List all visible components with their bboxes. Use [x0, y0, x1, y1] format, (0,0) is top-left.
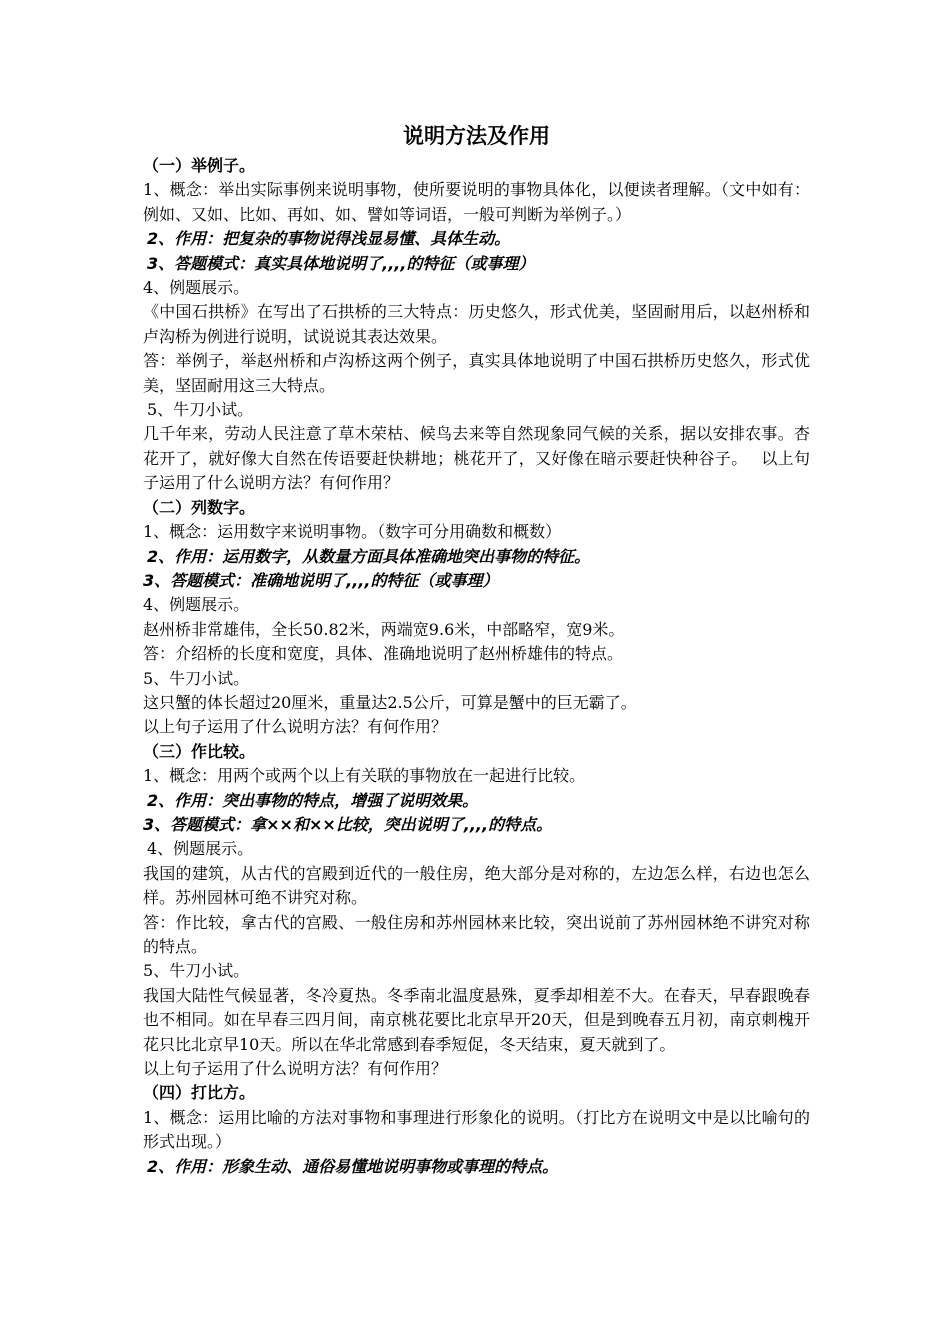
trial-label: 5、牛刀小试。 — [143, 668, 250, 688]
example-text: 赵州桥非常雄伟，全长50.82米，两端宽9.6米，中部略窄，宽9米。 — [143, 619, 625, 639]
trial-text: 几千年来，劳动人民注意了草木荣枯、候鸟去来等自然现象同气候的关系，据以安排农事。杏花开了，就好像大自然在传语要赶快耕地；桃花开了，又好像在暗示要赶快种谷子。 以上句子运用了什么说明方法？有何作用？ — [143, 424, 810, 493]
section-heading: （三）作比较。 — [143, 741, 256, 761]
question-text: 以上句子运用了什么说明方法？有何作用？ — [143, 717, 448, 737]
example-text: 我国的建筑，从古代的宫殿到近代的一般住房，绝大部分是对称的，左边怎么样，右边也怎么样。苏州园林可绝不讲究对称。 — [143, 863, 810, 908]
section-analogy — [143, 1081, 810, 1179]
answer-text: 答：举例子，举赵州桥和卢沟桥这两个例子，真实具体地说明了中国石拱桥历史悠久，形式优美，坚固耐用这三大特点。 — [143, 351, 810, 395]
example-label: 4、例题展示。 — [147, 839, 254, 859]
effect-text: 2、作用：突出事物的特点，增强了说明效果。 — [147, 790, 479, 810]
example-label: 4、例题展示。 — [143, 595, 250, 615]
document-title: 说明方法及作用 — [403, 124, 550, 148]
concept-text: 1、概念：用两个或两个以上有关联的事物放在一起进行比较。 — [143, 766, 586, 786]
concept-text: 1、概念：运用数字来说明事物。（数字可分用确数和概数） — [143, 522, 562, 542]
answer-text: 答：介绍桥的长度和宽度，具体、准确地说明了赵州桥雄伟的特点。 — [143, 644, 624, 664]
concept-text: 1、概念：运用比喻的方法对事物和事理进行形象化的说明。（打比方在说明文中是以比喻句的形式出现。） — [143, 1107, 810, 1152]
document-page — [143, 118, 810, 1179]
effect-text: 2、作用：把复杂的事物说得浅显易懂、具体生动。 — [147, 229, 511, 249]
trial-label: 5、牛刀小试。 — [143, 961, 250, 981]
example-text: 《中国石拱桥》在写出了石拱桥的三大特点：历史悠久，形式优美，坚固耐用后，以赵州桥和卢沟桥为例进行说明，试说说其表达效果。 — [143, 302, 810, 346]
section-heading: （二）列数字。 — [143, 497, 256, 517]
section-comparison — [143, 740, 810, 1082]
question-text: 以上句子运用了什么说明方法？有何作用？ — [143, 1059, 448, 1079]
effect-text: 2、作用：形象生动、通俗易懂地说明事物或事理的特点。 — [147, 1156, 559, 1176]
concept-text: 1、概念：举出实际事例来说明事物，使所要说明的事物具体化，以便读者理解。（文中如有：例如、又如、比如、再如、如、譬如等词语，一般可判断为举例子。） — [143, 180, 810, 224]
trial-text: 这只蟹的体长超过20厘米，重量达2.5公斤，可算是蟹中的巨无霸了。 — [143, 692, 637, 712]
answer-template-text: 3、答题模式：真实具体地说明了,,,,的特征（或事理） — [147, 253, 535, 273]
effect-text: 2、作用：运用数字，从数量方面具体准确地突出事物的特征。 — [147, 546, 591, 566]
answer-template-text: 3、答题模式：拿××和××比较，突出说明了,,,,的特点。 — [143, 814, 553, 834]
trial-label: 5、牛刀小试。 — [147, 400, 254, 420]
section-heading: （四）打比方。 — [143, 1083, 256, 1103]
trial-text: 我国大陆性气候显著，冬冷夏热。冬季南北温度悬殊，夏季却相差不大。在春天，早春跟晚春也不相同。如在早春三四月间，南京桃花要比北京早开20天，但是到晚春五月初，南京刺槐开花只比北京早10天。所以在华北常感到春季短促，冬天结束，夏天就到了。 — [143, 985, 810, 1054]
answer-template-text: 3、答题模式：准确地说明了,,,,的特征（或事理） — [143, 570, 499, 590]
answer-text: 答：作比较，拿古代的宫殿、一般住房和苏州园林来比较，突出说前了苏州园林绝不讲究对称的特点。 — [143, 912, 810, 956]
example-label: 4、例题展示。 — [143, 278, 250, 298]
section-numbers — [143, 496, 810, 740]
section-heading: （一）举例子。 — [143, 156, 256, 175]
section-example — [143, 154, 810, 496]
